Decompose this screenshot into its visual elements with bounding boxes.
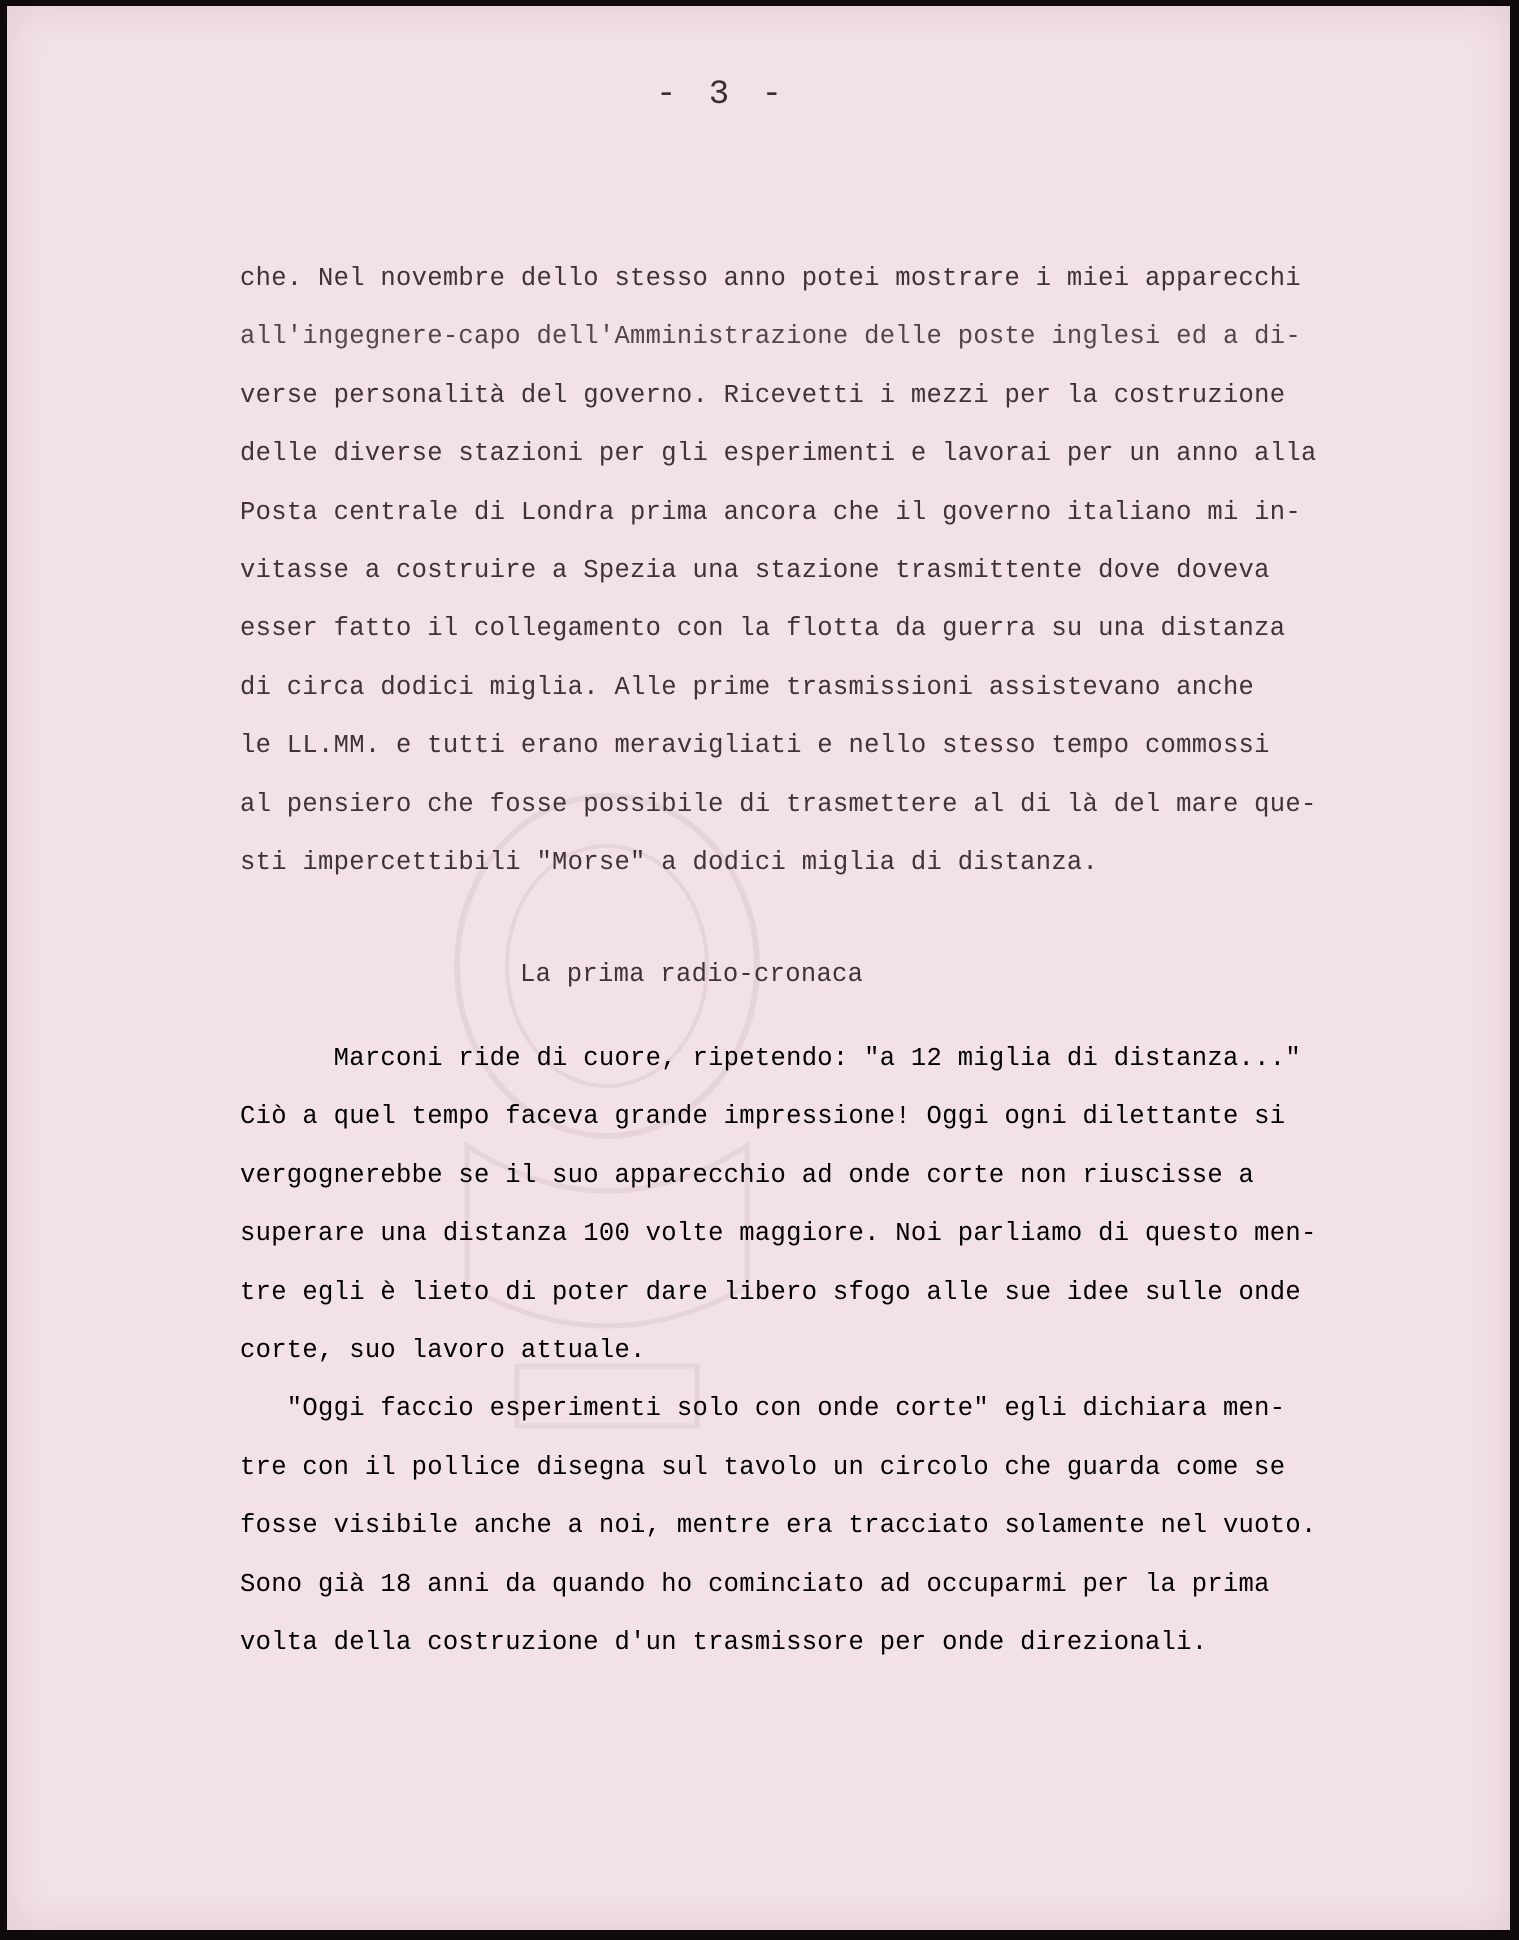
text-line: vitasse a costruire a Spezia una stazione trasmittente dove doveva bbox=[240, 555, 1270, 585]
text-line: all'ingegnere-capo dell'Amministrazione delle poste inglesi ed a di- bbox=[240, 322, 1301, 352]
text-line: vergognerebbe se il suo apparecchio ad onde corte non riuscisse a bbox=[240, 1160, 1255, 1190]
text-line: volta della costruzione d'un trasmissore per onde direzionali. bbox=[240, 1627, 1208, 1657]
text-line: Posta centrale di Londra prima ancora che il governo italiano mi in- bbox=[240, 497, 1301, 527]
text-line: verse personalità del governo. Ricevetti i mezzi per la costruzione bbox=[240, 380, 1286, 410]
text-line: che. Nel novembre dello stesso anno potei mostrare i miei apparecchi bbox=[240, 264, 1301, 293]
text-line: al pensiero che fosse possibile di trasmettere al di là del mare que- bbox=[240, 789, 1317, 819]
text-line: tre con il pollice disegna sul tavolo un circolo che guarda come se bbox=[240, 1452, 1286, 1482]
text-line: Sono già 18 anni da quando ho cominciato ad occuparmi per la prima bbox=[240, 1569, 1270, 1599]
text-line: delle diverse stazioni per gli esperimenti e lavorai per un anno alla bbox=[240, 439, 1317, 469]
document-page bbox=[7, 6, 1510, 1930]
paragraph-2 bbox=[240, 1030, 1462, 1672]
text-line: corte, suo lavoro attuale. bbox=[240, 1335, 646, 1365]
text-line: fosse visibile anche a noi, mentre era tracciato solamente nel vuoto. bbox=[240, 1511, 1317, 1541]
text-line: superare una distanza 100 volte maggiore. Noi parliamo di questo men- bbox=[240, 1219, 1317, 1249]
text-line: di circa dodici miglia. Alle prime trasmissioni assistevano anche bbox=[240, 672, 1255, 702]
text-line: tre egli è lieto di poter dare libero sfogo alle sue idee sulle onde bbox=[240, 1277, 1301, 1307]
text-line: le LL.MM. e tutti erano meravigliati e nello stesso tempo commossi bbox=[240, 731, 1270, 761]
text-line: sti impercettibili "Morse" a dodici miglia di distanza. bbox=[240, 847, 1099, 877]
text-line: "Oggi faccio esperimenti solo con onde corte" egli dichiara men- bbox=[240, 1394, 1286, 1424]
text-line: esser fatto il collegamento con la flotta da guerra su una distanza bbox=[240, 614, 1286, 644]
text-line: Ciò a quel tempo faceva grande impressione! Oggi ogni dilettante si bbox=[240, 1102, 1286, 1132]
page-number: - 3 - bbox=[655, 76, 789, 114]
paragraph-1 bbox=[240, 250, 1462, 892]
section-heading: La prima radio-cronaca bbox=[520, 960, 864, 989]
text-line: Marconi ride di cuore, ripetendo: "a 12 miglia di distanza..." bbox=[240, 1044, 1301, 1073]
